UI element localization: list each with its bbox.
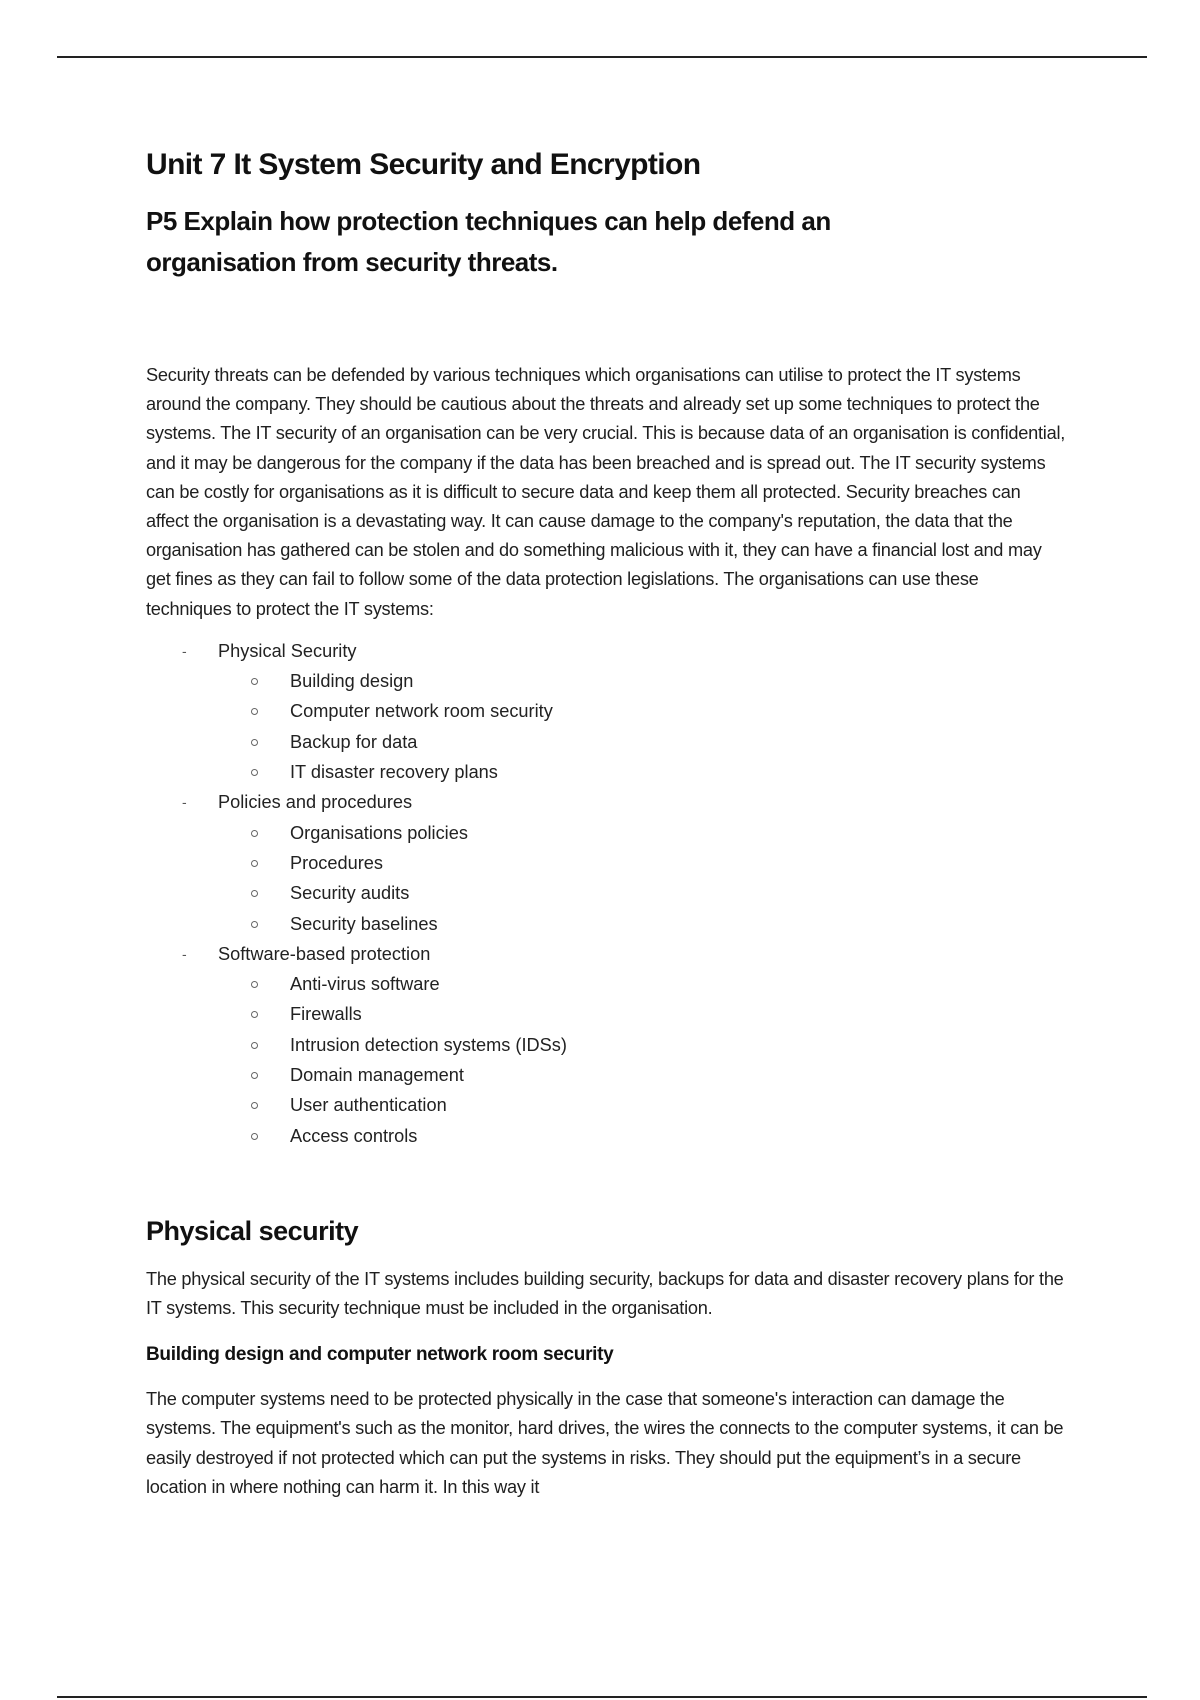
- page-top-rule: [57, 56, 1147, 58]
- technique-software-protection: [146, 939, 1066, 1151]
- document-subtitle: P5 Explain how protection techniques can help defend an organisation from security threats.: [146, 206, 831, 277]
- document-title: Unit 7 It System Security and Encryption: [146, 148, 701, 181]
- circle-bullet-icon: [251, 1072, 258, 1079]
- physical-security-heading: Physical security: [146, 1215, 359, 1246]
- circle-bullet-icon: [251, 1133, 258, 1140]
- list-item: Access controls: [218, 1121, 1066, 1151]
- technique-label: Software-based protection: [218, 943, 431, 964]
- circle-bullet-icon: [251, 890, 258, 897]
- physical-security-paragraph: The physical security of the IT systems includes building security, backups for data and disaster recovery plans for the IT systems. This security technique must be included in the organisation.: [146, 1268, 1064, 1319]
- circle-bullet-icon: [251, 1042, 258, 1049]
- circle-bullet-icon: [251, 921, 258, 928]
- circle-bullet-icon: [251, 708, 258, 715]
- technique-subitems: [146, 969, 1066, 1151]
- list-item: Computer network room security: [218, 696, 1066, 726]
- list-item: Firewalls: [218, 999, 1066, 1029]
- list-item: Security baselines: [218, 909, 1066, 939]
- circle-bullet-icon: [251, 769, 258, 776]
- circle-bullet-icon: [251, 739, 258, 746]
- list-item: Domain management: [218, 1060, 1066, 1090]
- technique-subitems: [146, 818, 1066, 939]
- technique-subitems: [146, 666, 1066, 787]
- list-item: User authentication: [218, 1090, 1066, 1120]
- list-item: Security audits: [218, 878, 1066, 908]
- document-page: [146, 145, 1066, 1502]
- circle-bullet-icon: [251, 1011, 258, 1018]
- list-item: Building design: [218, 666, 1066, 696]
- technique-physical-security: [146, 636, 1066, 787]
- page-bottom-rule: [57, 1696, 1147, 1698]
- circle-bullet-icon: [251, 1102, 258, 1109]
- circle-bullet-icon: [251, 678, 258, 685]
- dash-bullet-icon: -: [182, 945, 187, 962]
- building-design-heading: Building design and computer network room security: [146, 1344, 614, 1366]
- dash-bullet-icon: -: [182, 642, 187, 659]
- list-item: Intrusion detection systems (IDSs): [218, 1030, 1066, 1060]
- circle-bullet-icon: [251, 830, 258, 837]
- circle-bullet-icon: [251, 981, 258, 988]
- intro-paragraph: Security threats can be defended by various techniques which organisations can utilise to protect the IT systems around the company. They should be cautious about the threats and already set up some techniques to protect the systems. The IT security of an organisation can be very crucial. This is because data of an organisation is confidential, and it may be dangerous for the company if the data has been breached and is spread out. The IT security systems can be costly for organisations as it is difficult to secure data and keep them all protected. Security breaches can affect the organisation is a devastating way. It can cause damage to the company's reputation, the data that the organisation has gathered can be stolen and do something malicious with it, they can have a financial lost and may get fines as they can fail to follow some of the data protection legislations. The organisations can use these techniques to protect the IT systems:: [146, 365, 1066, 619]
- list-item: IT disaster recovery plans: [218, 757, 1066, 787]
- circle-bullet-icon: [251, 860, 258, 867]
- building-design-paragraph: The computer systems need to be protected physically in the case that someone's interaction can damage the systems. The equipment's such as the monitor, hard drives, the wires the connects to the computer systems, it can be easily destroyed if not protected which can put the systems in risks. They should put the equipment’s in a secure location in where nothing can harm it. In this way it: [146, 1389, 1064, 1497]
- dash-bullet-icon: -: [182, 794, 187, 811]
- technique-label: Policies and procedures: [218, 792, 413, 813]
- technique-label: Physical Security: [218, 640, 357, 661]
- list-item: Backup for data: [218, 727, 1066, 757]
- list-item: Organisations policies: [218, 818, 1066, 848]
- list-item: Procedures: [218, 848, 1066, 878]
- techniques-list: [146, 636, 1066, 1151]
- technique-policies-procedures: [146, 787, 1066, 938]
- list-item: Anti-virus software: [218, 969, 1066, 999]
